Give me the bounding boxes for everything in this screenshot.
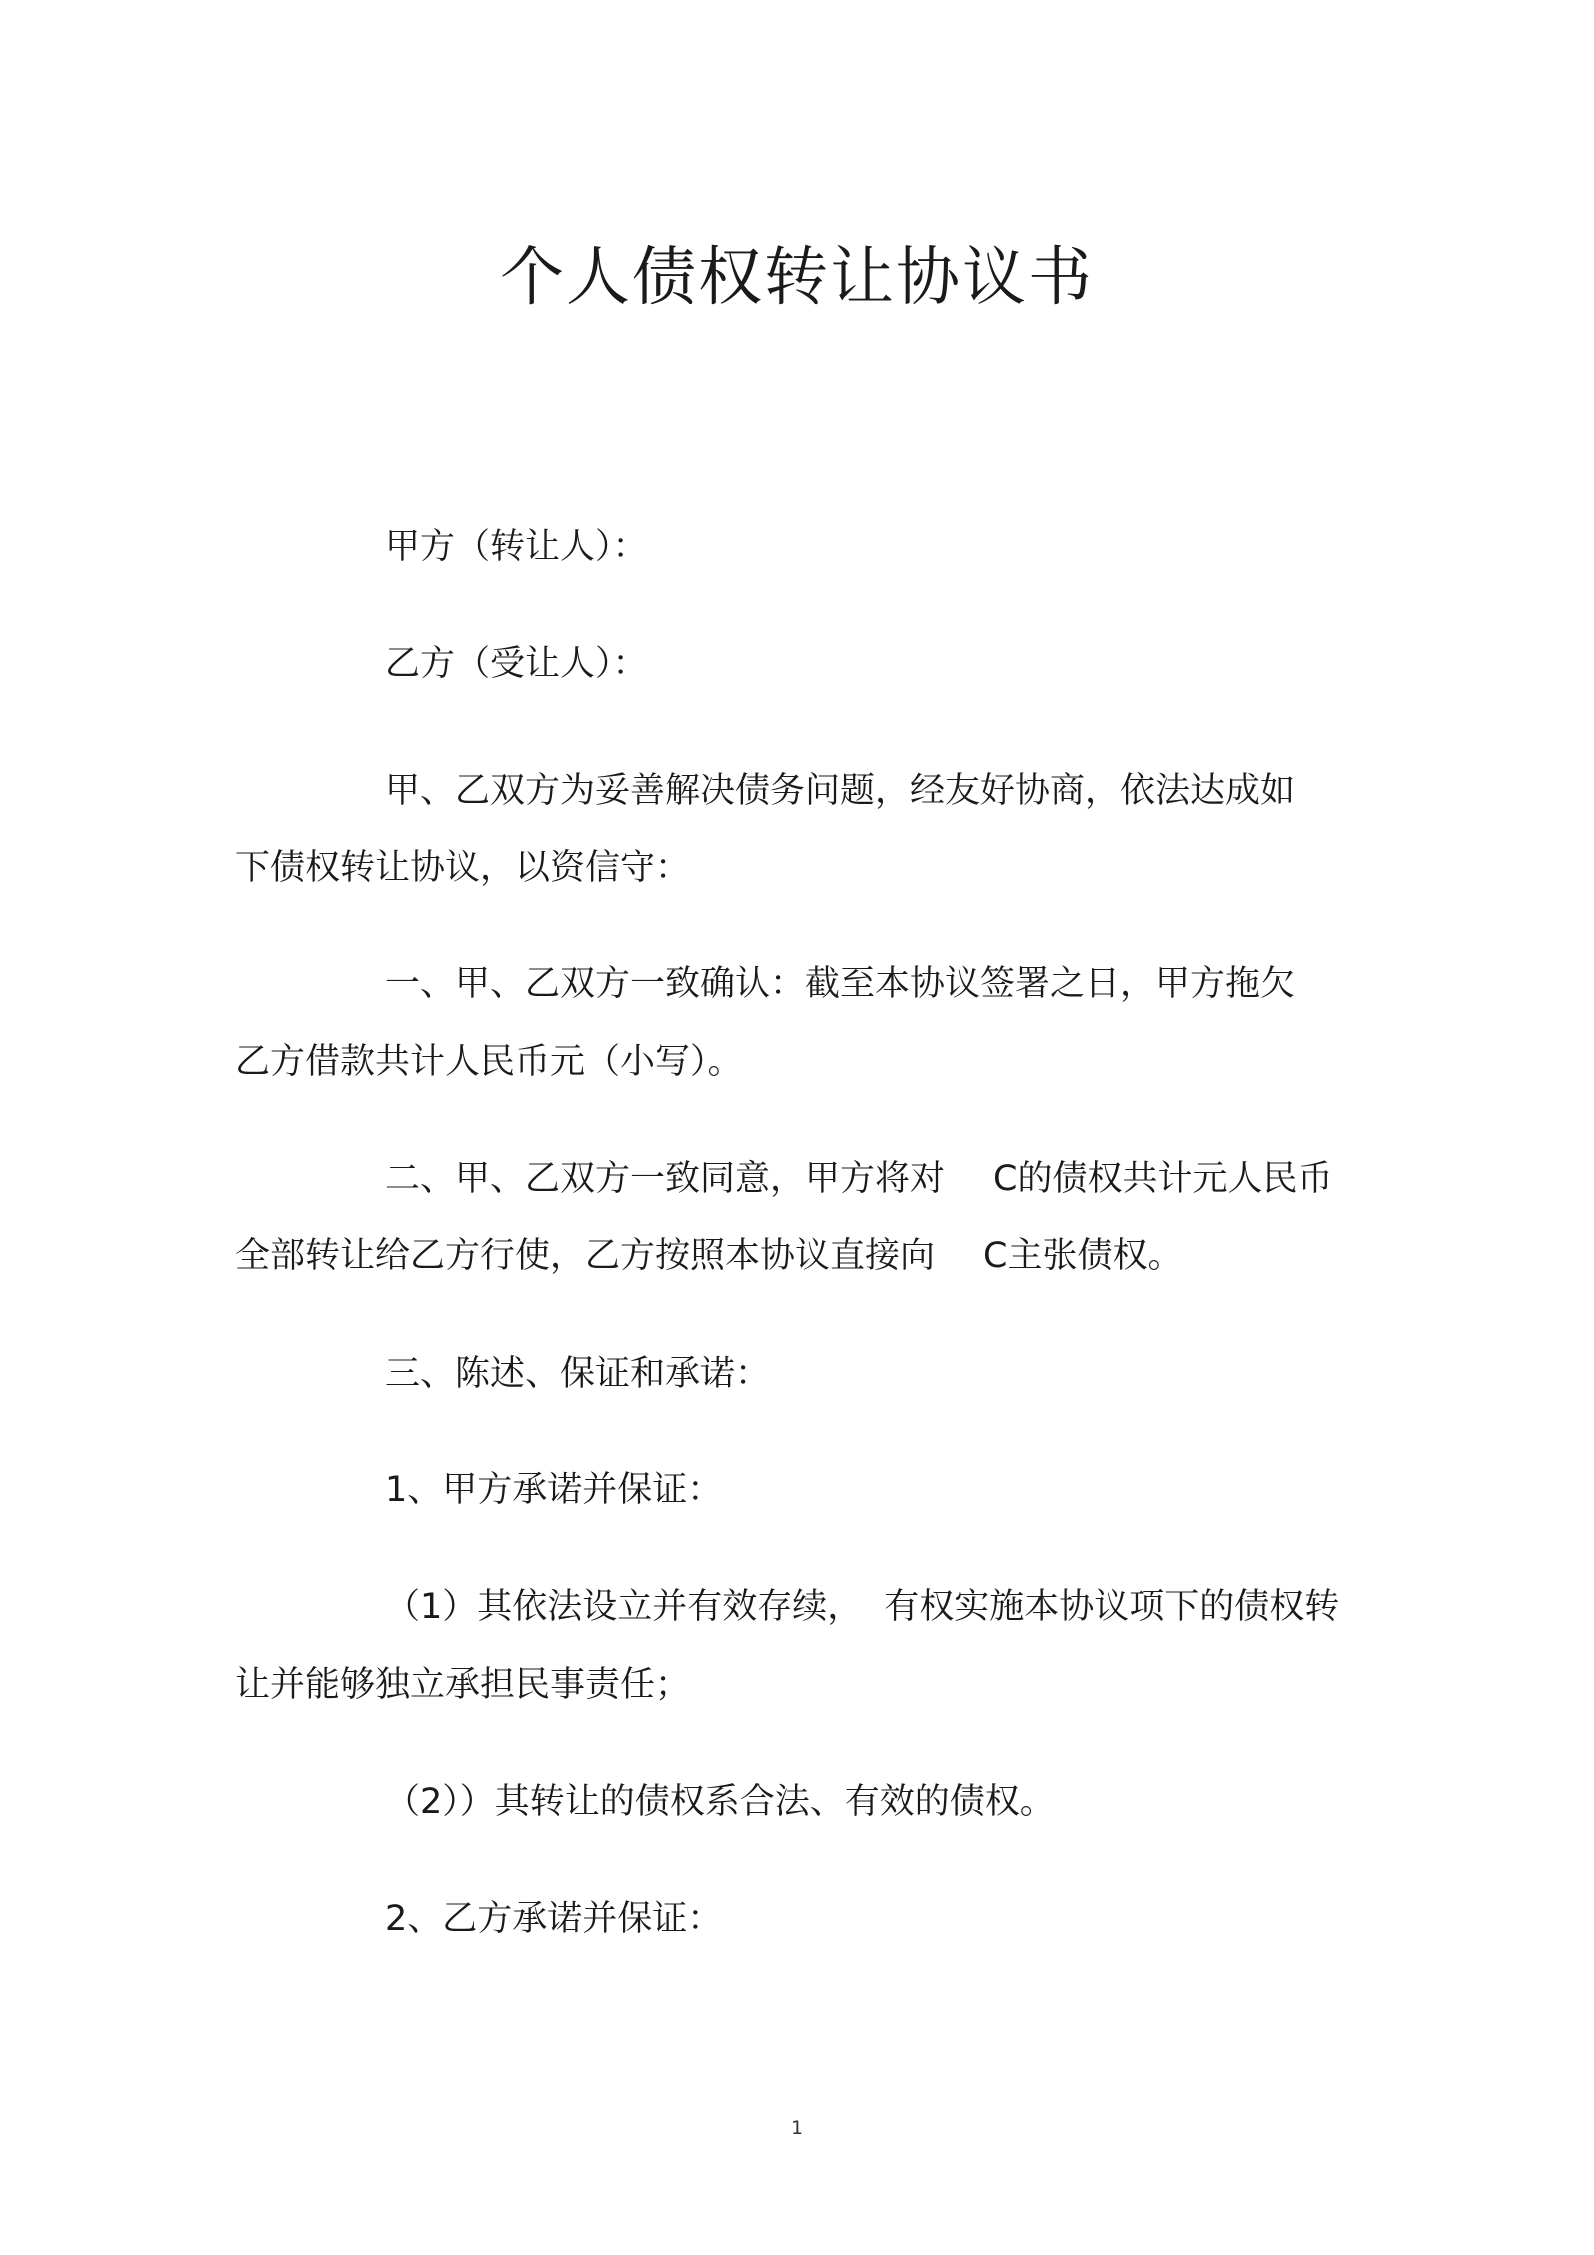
clause-2-line-1-part-a: 二、甲、乙双方一致同意，甲方将对: [385, 1159, 946, 1199]
item-1-sub-1-line-1: [385, 1585, 1339, 1629]
preamble-line-1: 甲、乙双方为妥善解决债务问题，经友好协商，依法达成如: [385, 771, 1296, 811]
clause-3-heading: 三、陈述、保证和承诺：: [385, 1354, 771, 1394]
clause-2-line-1-part-b: C的债权共计元人民币: [993, 1159, 1333, 1199]
item-1-heading: 1、甲方承诺并保证：: [385, 1470, 723, 1510]
item-1-sub-2: （2））其转让的债权系合法、有效的债权。: [385, 1782, 1055, 1822]
item-2-heading: 2、乙方承诺并保证：: [385, 1899, 723, 1939]
preamble-line-2: 下债权转让协议，以资信守：: [235, 848, 691, 888]
page-number: 1: [790, 2117, 804, 2139]
clause-2-line-2-part-b: C主张债权。: [983, 1236, 1183, 1276]
clause-2-line-2: [235, 1234, 1182, 1278]
item-1-sub-1-line-2: 让并能够独立承担民事责任；: [235, 1665, 691, 1705]
clause-1-line-2: 乙方借款共计人民币元（小写）。: [235, 1042, 743, 1082]
clause-2-line-1: [385, 1157, 1332, 1201]
item-1-sub-1-part-a: （1）其依法设立并有效存续，: [385, 1587, 863, 1627]
clause-1-line-1: 一、甲、乙双方一致确认：截至本协议签署之日，甲方拖欠: [385, 964, 1296, 1004]
item-1-sub-1-part-b: 有权实施本协议项下的债权转: [884, 1587, 1340, 1627]
party-a-label: 甲方（转让人）：: [385, 527, 648, 567]
clause-2-line-2-part-a: 全部转让给乙方行使，乙方按照本协议直接向: [235, 1236, 936, 1276]
party-b-label: 乙方（受让人）：: [385, 644, 648, 684]
document-title: 个人债权转让协议书: [500, 241, 1094, 315]
